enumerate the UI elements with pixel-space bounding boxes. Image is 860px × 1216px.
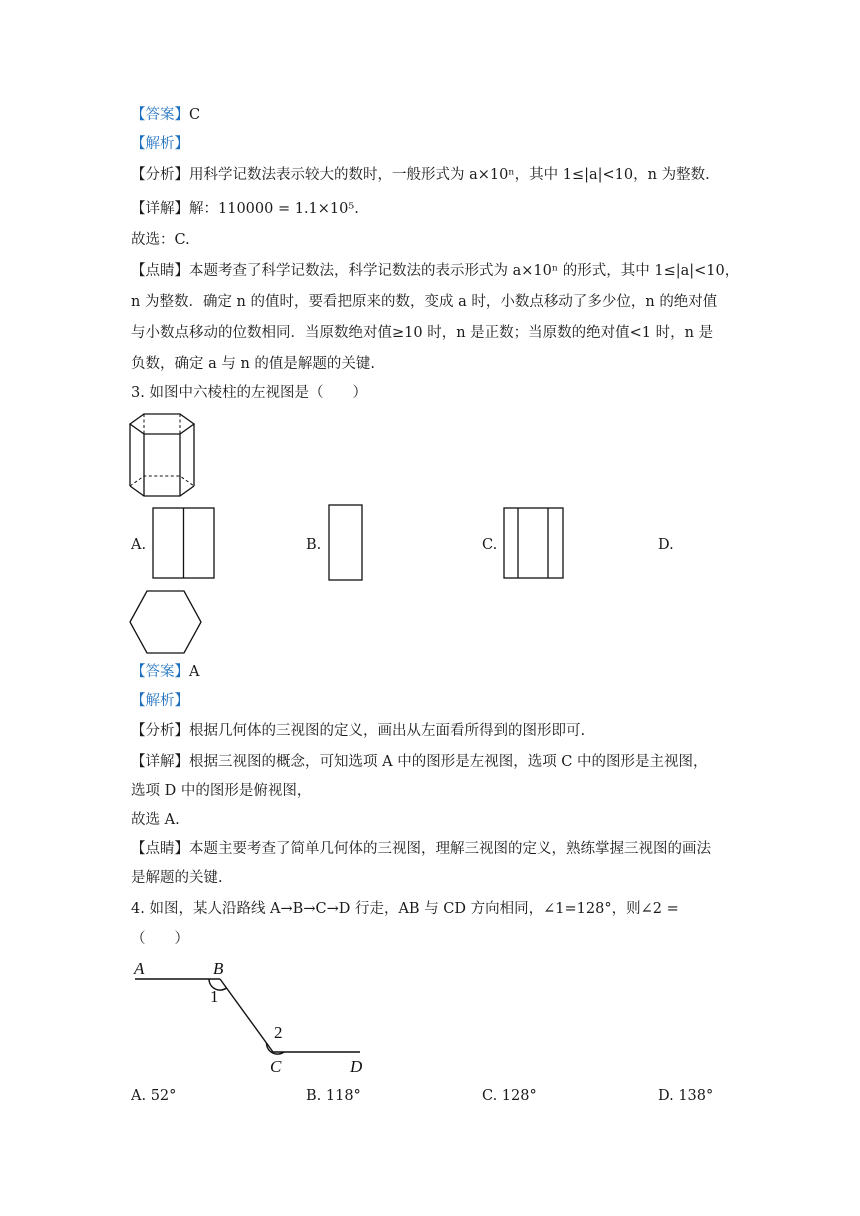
dianjing-tag: 【点睛】 <box>131 263 189 279</box>
answer-value: A <box>189 664 200 680</box>
point-b-label: B <box>213 959 224 978</box>
xiangjie-tag: 【详解】 <box>131 754 189 770</box>
dianjing-text-1: 本题主要考查了简单几何体的三视图，理解三视图的定义，熟练掌握三视图的画法 <box>189 841 711 857</box>
analysis-heading-q2 <box>131 134 189 154</box>
dianjing-line-2: n 为整数．确定 n 的值时，要看把原来的数，变成 a 时，小数点移动了多少位，n 的绝对值 <box>131 294 718 310</box>
point-d-label: D <box>350 1057 363 1076</box>
q4-option-b: B. 118° <box>306 1088 361 1104</box>
dianjing-line-4: 负数，确定 a 与 n 的值是解题的关键. <box>131 356 376 372</box>
analysis-heading-q3 <box>131 691 189 711</box>
q3-option-c-figure <box>503 507 564 579</box>
point-a-label: A <box>134 959 145 978</box>
answer-line-q3 <box>131 662 199 682</box>
q3-option-c-label: C. <box>482 537 498 553</box>
angle-2-label: 2 <box>274 1023 283 1042</box>
q3-option-d-figure <box>129 590 203 654</box>
q4-option-c: C. 128° <box>482 1088 537 1104</box>
analysis-tag: 【解析】 <box>131 136 189 152</box>
fenxi-tag: 【分析】 <box>131 723 189 739</box>
question-4-line-1: 4. 如图，某人沿路线 A→B→C→D 行走，AB 与 CD 方向相同，∠1=128°，则∠2 = <box>131 901 679 917</box>
xiangjie-tag: 【详解】 <box>131 201 189 217</box>
q3-option-b-figure <box>328 504 363 581</box>
q4-option-d: D. 138° <box>658 1088 714 1104</box>
q3-option-a-figure <box>152 507 215 579</box>
xiangjie-text: 解：110000 = 1.1×10⁵. <box>189 201 359 217</box>
fenxi-line-q2 <box>131 165 710 185</box>
hexagonal-prism-figure <box>128 412 196 498</box>
fenxi-text: 用科学记数法表示较大的数时，一般形式为 a×10ⁿ，其中 1≤|a|<10，n 为整数. <box>189 167 710 183</box>
question-4-line-2: （ ） <box>131 931 189 947</box>
fenxi-tag: 【分析】 <box>131 167 189 183</box>
q3-option-d-label: D. <box>658 537 674 553</box>
dianjing-line-3: 与小数点移动的位数相同．当原数绝对值≥10 时，n 是正数；当原数的绝对值<1 时，n 是 <box>131 325 714 341</box>
route-figure <box>130 956 370 1078</box>
dianjing-line-q3-1 <box>131 839 711 859</box>
xiangjie-line-q3-2: 选项 D 中的图形是俯视图， <box>131 783 312 799</box>
q3-option-b-label: B. <box>306 537 322 553</box>
xiangjie-text-1: 根据三视图的概念，可知选项 A 中的图形是左视图，选项 C 中的图形是主视图， <box>189 754 708 770</box>
answer-tag: 【答案】 <box>131 664 189 680</box>
dianjing-line-1 <box>131 261 739 281</box>
answer-line-q2 <box>131 105 200 125</box>
dianjing-line-q3-2: 是解题的关键. <box>131 870 223 886</box>
xiangjie-line-q2 <box>131 199 359 219</box>
dianjing-tag: 【点睛】 <box>131 841 189 857</box>
angle-1-label: 1 <box>210 987 219 1006</box>
answer-value: C <box>189 107 201 123</box>
xiangjie-line-q3-1 <box>131 752 708 772</box>
fenxi-text: 根据几何体的三视图的定义，画出从左面看所得到的图形即可. <box>189 723 586 739</box>
question-3: 3. 如图中六棱柱的左视图是（ ） <box>131 385 367 401</box>
guxuan-line-q3: 故选 A. <box>131 812 180 828</box>
q4-option-a: A. 52° <box>131 1088 177 1104</box>
q3-option-a-label: A. <box>131 537 147 553</box>
analysis-tag: 【解析】 <box>131 693 189 709</box>
guxuan-line-q2: 故选：C. <box>131 232 190 248</box>
answer-tag: 【答案】 <box>131 107 189 123</box>
dianjing-text-1: 本题考查了科学记数法，科学记数法的表示形式为 a×10ⁿ 的形式，其中 1≤|a|<10， <box>189 263 740 279</box>
fenxi-line-q3 <box>131 721 585 741</box>
point-c-label: C <box>270 1057 282 1076</box>
